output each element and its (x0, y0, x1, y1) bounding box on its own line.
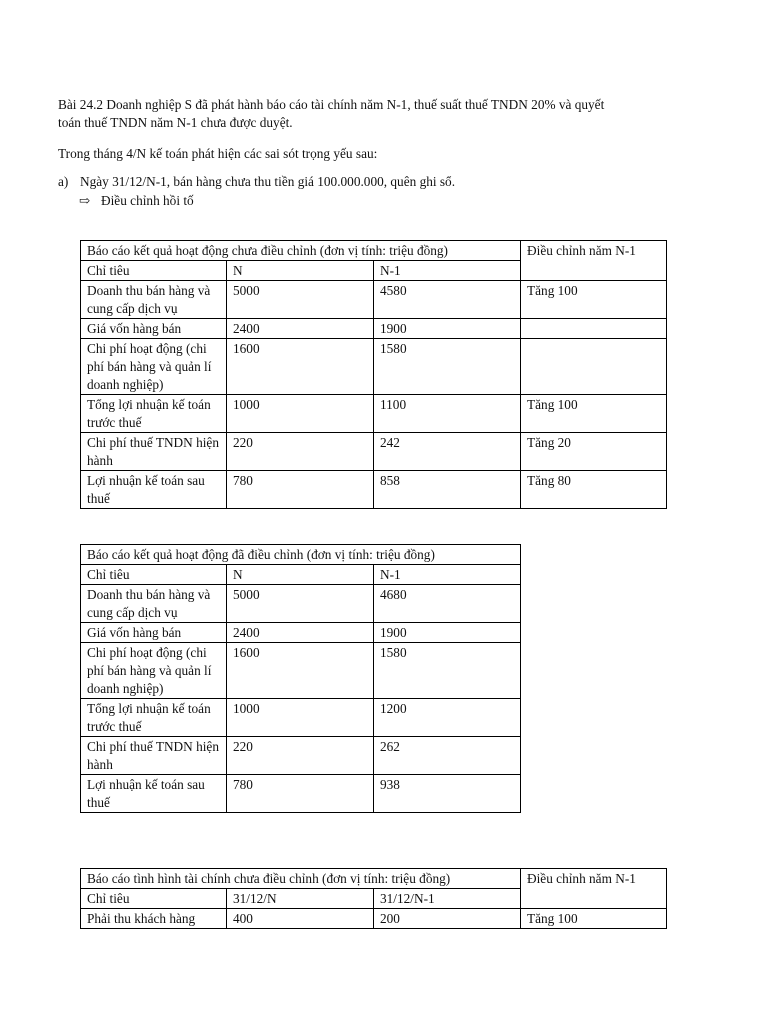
cell-n1: 1100 (374, 395, 521, 433)
cell-adjust: Tăng 20 (521, 433, 667, 471)
cell-n1: 858 (374, 471, 521, 509)
table-row (81, 339, 667, 395)
table-row (81, 319, 667, 339)
table-header-row (81, 565, 521, 585)
cell-n: 5000 (227, 281, 374, 319)
cell-n: 400 (227, 909, 374, 929)
cell-n: 1600 (227, 339, 374, 395)
row-label: Chi phí hoạt động (chi phí bán hàng và quản lí doanh nghiệp) (81, 339, 227, 395)
item-a-marker: a) (58, 174, 69, 189)
adjust-header: Điều chỉnh năm N-1 (521, 241, 667, 281)
cell-n: 1600 (227, 643, 374, 699)
row-label: Phải thu khách hàng (81, 909, 227, 929)
table-row (81, 775, 521, 813)
column-header: N-1 (374, 565, 521, 585)
column-header: N (227, 261, 374, 281)
row-label: Chi phí hoạt động (chi phí bán hàng và quản lí doanh nghiệp) (81, 643, 227, 699)
intro-line-2: toán thuế TNDN năm N-1 chưa được duyệt. (58, 115, 293, 130)
cell-n1: 1580 (374, 339, 521, 395)
cell-n1: 200 (374, 909, 521, 929)
table-row (81, 869, 667, 889)
intro-line-1: Bài 24.2 Doanh nghiệp S đã phát hành báo cáo tài chính năm N-1, thuế suất thuế TNDN 20% và quyết (58, 97, 605, 112)
table-row (81, 545, 521, 565)
cell-adjust: Tăng 100 (521, 909, 667, 929)
cell-n1: 262 (374, 737, 521, 775)
intro-line-3: Trong tháng 4/N kế toán phát hiện các sai sót trọng yếu sau: (58, 146, 378, 161)
table-title: Báo cáo kết quả hoạt động đã điều chỉnh (đơn vị tính: triệu đồng) (81, 545, 521, 565)
row-label: Lợi nhuận kế toán sau thuế (81, 471, 227, 509)
table-row (81, 433, 667, 471)
row-label: Doanh thu bán hàng và cung cấp dịch vụ (81, 585, 227, 623)
column-header: 31/12/N-1 (374, 889, 521, 909)
cell-n: 1000 (227, 699, 374, 737)
cell-n1: 1200 (374, 699, 521, 737)
column-header: N (227, 565, 374, 585)
cell-n: 220 (227, 737, 374, 775)
cell-n1: 1900 (374, 319, 521, 339)
cell-n1: 938 (374, 775, 521, 813)
income-statement-unadjusted-table (80, 240, 667, 509)
row-label: Chi phí thuế TNDN hiện hành (81, 433, 227, 471)
table-row (81, 699, 521, 737)
table-row (81, 623, 521, 643)
row-label: Tổng lợi nhuận kế toán trước thuế (81, 699, 227, 737)
column-header: Chỉ tiêu (81, 565, 227, 585)
table-row (81, 471, 667, 509)
cell-n: 5000 (227, 585, 374, 623)
cell-n1: 4680 (374, 585, 521, 623)
income-statement-adjusted-table (80, 544, 521, 813)
table-row (81, 395, 667, 433)
row-label: Chi phí thuế TNDN hiện hành (81, 737, 227, 775)
cell-n: 2400 (227, 623, 374, 643)
row-label: Tổng lợi nhuận kế toán trước thuế (81, 395, 227, 433)
table-row (81, 241, 667, 261)
cell-n: 1000 (227, 395, 374, 433)
row-label: Giá vốn hàng bán (81, 319, 227, 339)
balance-sheet-unadjusted-table (80, 868, 667, 929)
cell-n1: 1580 (374, 643, 521, 699)
cell-adjust: Tăng 100 (521, 395, 667, 433)
column-header: N-1 (374, 261, 521, 281)
conclusion-line (79, 192, 194, 209)
cell-adjust (521, 319, 667, 339)
table-row (81, 737, 521, 775)
cell-n: 780 (227, 775, 374, 813)
cell-adjust: Tăng 80 (521, 471, 667, 509)
right-arrow-icon: ⇨ (79, 193, 91, 208)
table-row (81, 585, 521, 623)
adjust-header: Điều chỉnh năm N-1 (521, 869, 667, 909)
cell-adjust: Tăng 100 (521, 281, 667, 319)
table-row (81, 643, 521, 699)
cell-n: 2400 (227, 319, 374, 339)
cell-n1: 4580 (374, 281, 521, 319)
cell-n: 780 (227, 471, 374, 509)
table-title: Báo cáo tình hình tài chính chưa điều chỉnh (đơn vị tính: triệu đồng) (81, 869, 521, 889)
cell-n1: 1900 (374, 623, 521, 643)
row-label: Giá vốn hàng bán (81, 623, 227, 643)
column-header: 31/12/N (227, 889, 374, 909)
row-label: Doanh thu bán hàng và cung cấp dịch vụ (81, 281, 227, 319)
item-a-text: Ngày 31/12/N-1, bán hàng chưa thu tiền giá 100.000.000, quên ghi sổ. (80, 174, 456, 189)
table-row (81, 281, 667, 319)
column-header: Chỉ tiêu (81, 261, 227, 281)
column-header: Chỉ tiêu (81, 889, 227, 909)
cell-n1: 242 (374, 433, 521, 471)
cell-n: 220 (227, 433, 374, 471)
table-title: Báo cáo kết quả hoạt động chưa điều chỉnh (đơn vị tính: triệu đồng) (81, 241, 521, 261)
table-row (81, 909, 667, 929)
conclusion-text: Điều chỉnh hồi tố (101, 193, 194, 208)
cell-adjust (521, 339, 667, 395)
row-label: Lợi nhuận kế toán sau thuế (81, 775, 227, 813)
